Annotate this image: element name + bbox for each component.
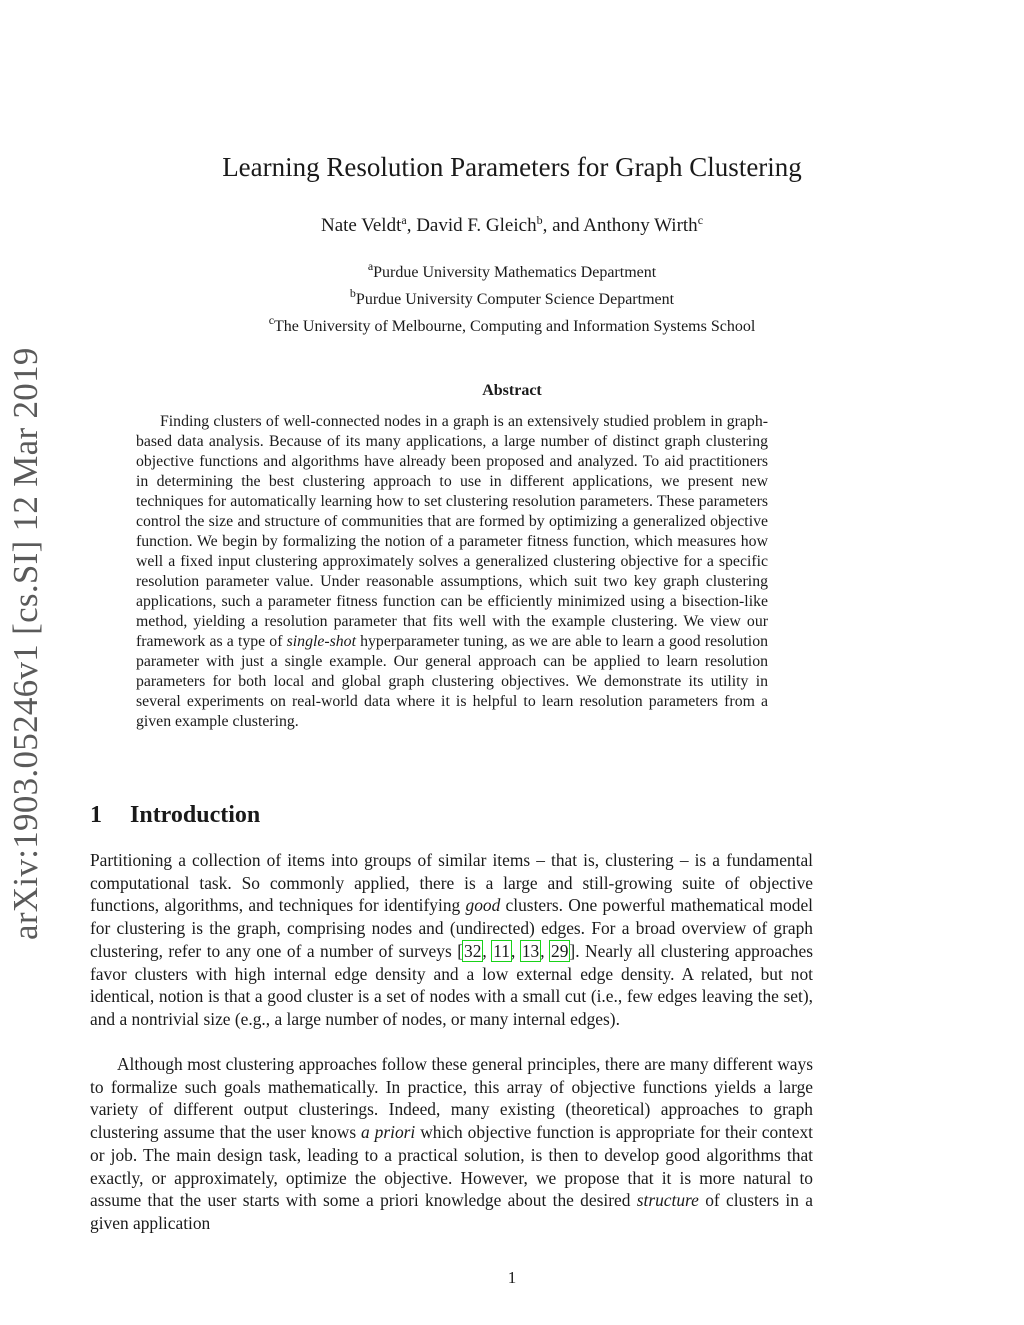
- author-affiliation-mark: a: [401, 213, 407, 227]
- citation-separator: ,: [540, 940, 551, 961]
- citation-separator: ,: [482, 940, 493, 961]
- page-number: 1: [507, 1268, 517, 1287]
- section-number: 1: [90, 802, 102, 828]
- author-name: Anthony Wirth: [583, 215, 698, 236]
- citation-link[interactable]: 29: [551, 940, 569, 961]
- abstract-text: Finding clusters of well-connected nodes in a graph is an extensively studied problem in graph-based data analysis. Because of its many applications, a large number of distinct graph clustering objective functions and algorithms have already been proposed and analyzed. To aid practitioners in determining the best clustering approach to use in different applications, we present new techniques for automatically learning how to set clustering resolution parameters. These parameters control the size and structure of communities that are formed by optimizing a generalized objective function. We begin by formalizing the notion of a parameter fitness function, which measures how well a fixed input clustering approximately solves a generalized clustering objective for a specific resolution parameter value. Under reasonable assumptions, which suit two key graph clustering applications, such a parameter fitness function can be efficiently minimized using a bisection-like method, yielding a resolution parameter that fits well with the example clustering. We view our framework as a type of: [136, 413, 768, 650]
- affiliation-text: The University of Melbourne, Computing and Information Systems School: [274, 318, 756, 335]
- affiliation-mark: c: [268, 313, 275, 327]
- affiliation: [90, 256, 934, 283]
- citation-link[interactable]: 13: [521, 940, 540, 961]
- affiliation-mark: a: [367, 259, 374, 273]
- arxiv-identifier-stamp: arXiv:1903.05246v1 [cs.SI] 12 Mar 2019: [6, 347, 45, 940]
- affiliation: [90, 283, 934, 310]
- section-heading: [90, 802, 260, 829]
- abstract-emphasis: single-shot: [286, 633, 356, 650]
- author-name: David F. Gleich: [416, 215, 537, 236]
- intro-paragraph-2: [90, 1053, 813, 1235]
- paragraph-text: Partitioning a collection of items into groups of similar items – that is, clustering – is a fundamental computational task. So commonly applied, there is a large and still-growing suite of objective functions, algorithms, and techniques for identifying: [90, 850, 813, 916]
- affiliation-text: Purdue University Computer Science Department: [355, 291, 675, 308]
- author-separator: , and: [542, 215, 584, 236]
- abstract-body: [136, 412, 768, 732]
- paragraph-text: Although most clustering approaches follow these general principles, there are many different ways to formalize such goals mathematically. In practice, this array of objective functions yields a large variety of different output clusterings. Indeed, many existing (theoretical) approaches to graph clustering assume that the user knows: [90, 1054, 813, 1143]
- paragraph-text: which objective function is appropriate for their context or job. The main design task, leading to a practical solution, is then to develop good algorithms that exactly, or approximately, optimize the objective. However, we propose that it is more natural to assume that the user starts with some a priori knowledge about the desired: [90, 1122, 813, 1211]
- affiliation-list: [90, 256, 934, 337]
- paragraph-emphasis: a priori: [361, 1122, 416, 1143]
- author-affiliation-mark: b: [536, 213, 543, 227]
- citation-link[interactable]: 32: [464, 940, 482, 961]
- affiliation-mark: b: [349, 286, 356, 300]
- author-affiliation-mark: c: [697, 213, 704, 227]
- abstract-text: hyperparameter tuning, as we are able to learn a good resolution parameter with just a single example. Our general approach can be applied to learn resolution parameters for both local and global graph clustering objectives. We demonstrate its utility in several experiments on real-world data where it is helpful to learn resolution parameters from a given example clustering.: [136, 633, 768, 730]
- author-name: Nate Veldt: [320, 215, 402, 236]
- paragraph-emphasis: structure: [636, 1190, 699, 1211]
- abstract-heading: Abstract: [482, 382, 542, 399]
- paragraph-text: clusters. One powerful mathematical model for clustering is the graph, comprising nodes and (undirected) edges. For a broad overview of graph clustering, refer to any one of a number of surveys [: [90, 895, 813, 961]
- paper-title: Learning Resolution Parameters for Graph Clustering: [222, 152, 802, 182]
- intro-paragraph-1: [90, 849, 813, 1031]
- affiliation: [90, 310, 934, 337]
- paragraph-text: of clusters in a given application: [90, 1190, 813, 1233]
- author-separator: ,: [406, 215, 417, 236]
- paragraph-text: ]. Nearly all clustering approaches favor clusters with high internal edge density and a low external edge density. A related, but not identical, notion is that a good cluster is a set of nodes with a small cut (i.e., few edges leaving the set), and a nontrivial size (e.g., a large number of nodes, or many internal edges).: [90, 940, 813, 1029]
- section-title: Introduction: [130, 802, 261, 828]
- author-list: [90, 213, 934, 237]
- affiliation-text: Purdue University Mathematics Department: [373, 264, 657, 281]
- citation-link[interactable]: 11: [493, 940, 510, 961]
- paragraph-emphasis: good: [465, 895, 501, 916]
- citation-separator: ,: [510, 940, 521, 961]
